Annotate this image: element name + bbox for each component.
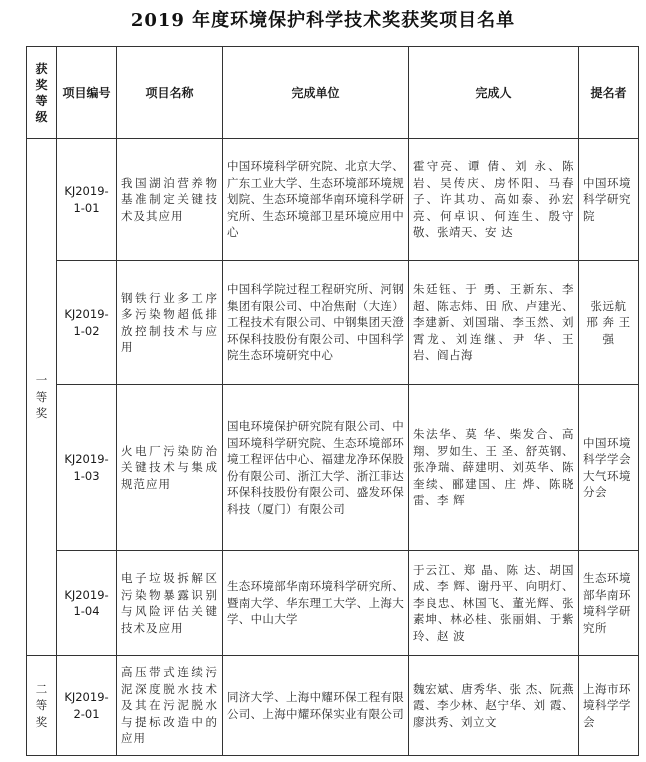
table-row (27, 261, 639, 385)
table-row (27, 139, 639, 261)
level-second-prize: 二等奖 (27, 656, 57, 756)
nominator: 中国环境科学研究院 (579, 139, 639, 261)
level-first-prize: 一等奖 (27, 139, 57, 656)
completion-persons: 于云江、郑 晶、陈 达、胡国成、李 辉、谢丹平、向明灯、李良忠、林国飞、董光辉、张素坤、林必桂、张丽娟、于紫玲、赵 波 (409, 551, 579, 656)
completion-persons: 朱廷钰、于 勇、王新东、李 超、陈志炜、田 欣、卢建光、李建新、刘国瑞、李玉然、刘霄龙、刘连继、尹 华、王 岩、阎占海 (409, 261, 579, 385)
completion-persons: 霍守亮、谭 倩、刘 永、陈 岩、吴传庆、房怀阳、马春子、许其功、高如泰、孙宏亮、何卓识、何连生、殷守敬、张靖天、安 达 (409, 139, 579, 261)
header-unit: 完成单位 (223, 47, 409, 139)
nominator: 上海市环境科学学会 (579, 656, 639, 756)
nominator: 中国环境科学学会大气环境分会 (579, 385, 639, 551)
completion-unit: 中国环境科学研究院、北京大学、广东工业大学、生态环境部环境规划院、生态环境部华南环境科学研究所、生态环境部卫星环境应用中心 (223, 139, 409, 261)
header-name: 项目名称 (117, 47, 223, 139)
table-row (27, 385, 639, 551)
project-name: 高压带式连续污泥深度脱水技术及其在污泥脱水与提标改造中的应用 (117, 656, 223, 756)
completion-persons: 魏宏斌、唐秀华、张 杰、阮燕霞、李少林、赵宁华、刘 霞、廖洪秀、刘立文 (409, 656, 579, 756)
awards-table (26, 46, 639, 756)
project-number: KJ2019-1-02 (57, 261, 117, 385)
nominator: 张远航 邢 奔 王 强 (579, 261, 639, 385)
completion-unit: 生态环境部华南环境科学研究所、暨南大学、华东理工大学、上海大学、中山大学 (223, 551, 409, 656)
nominator: 生态环境部华南环境科学研究所 (579, 551, 639, 656)
table-row (27, 551, 639, 656)
completion-unit: 国电环境保护研究院有限公司、中国环境科学研究院、生态环境部环境工程评估中心、福建龙净环保股份有限公司、浙江大学、浙江菲达环保科技股份有限公司、盛发环保科技（厦门）有限公司 (223, 385, 409, 551)
project-number: KJ2019-2-01 (57, 656, 117, 756)
table-row (27, 656, 639, 756)
table-header-row (27, 47, 639, 139)
completion-unit: 中国科学院过程工程研究所、河钢集团有限公司、中冶焦耐（大连）工程技术有限公司、中钢集团天澄环保科技股份有限公司、中国科学院生态环境研究中心 (223, 261, 409, 385)
header-nominator: 提名者 (579, 47, 639, 139)
project-number: KJ2019-1-03 (57, 385, 117, 551)
header-persons: 完成人 (409, 47, 579, 139)
header-number: 项目编号 (57, 47, 117, 139)
project-number: KJ2019-1-01 (57, 139, 117, 261)
project-name: 钢铁行业多工序多污染物超低排放控制技术与应用 (117, 261, 223, 385)
project-number: KJ2019-1-04 (57, 551, 117, 656)
project-name: 电子垃圾拆解区污染物暴露识别与风险评估关键技术及应用 (117, 551, 223, 656)
completion-unit: 同济大学、上海中耀环保工程有限公司、上海中耀环保实业有限公司 (223, 656, 409, 756)
completion-persons: 朱法华、莫 华、柴发合、高 翔、罗如生、王 圣、舒英钢、张净瑞、薛建明、刘英华、陈奎续、郦建国、庄 烨、陈晓雷、李 辉 (409, 385, 579, 551)
header-level: 获奖等级 (27, 47, 57, 139)
project-name: 火电厂污染防治关键技术与集成规范应用 (117, 385, 223, 551)
project-name: 我国湖泊营养物基准制定关键技术及其应用 (117, 139, 223, 261)
page-title: 2019 年度环境保护科学技术奖获奖项目名单 (130, 10, 516, 31)
